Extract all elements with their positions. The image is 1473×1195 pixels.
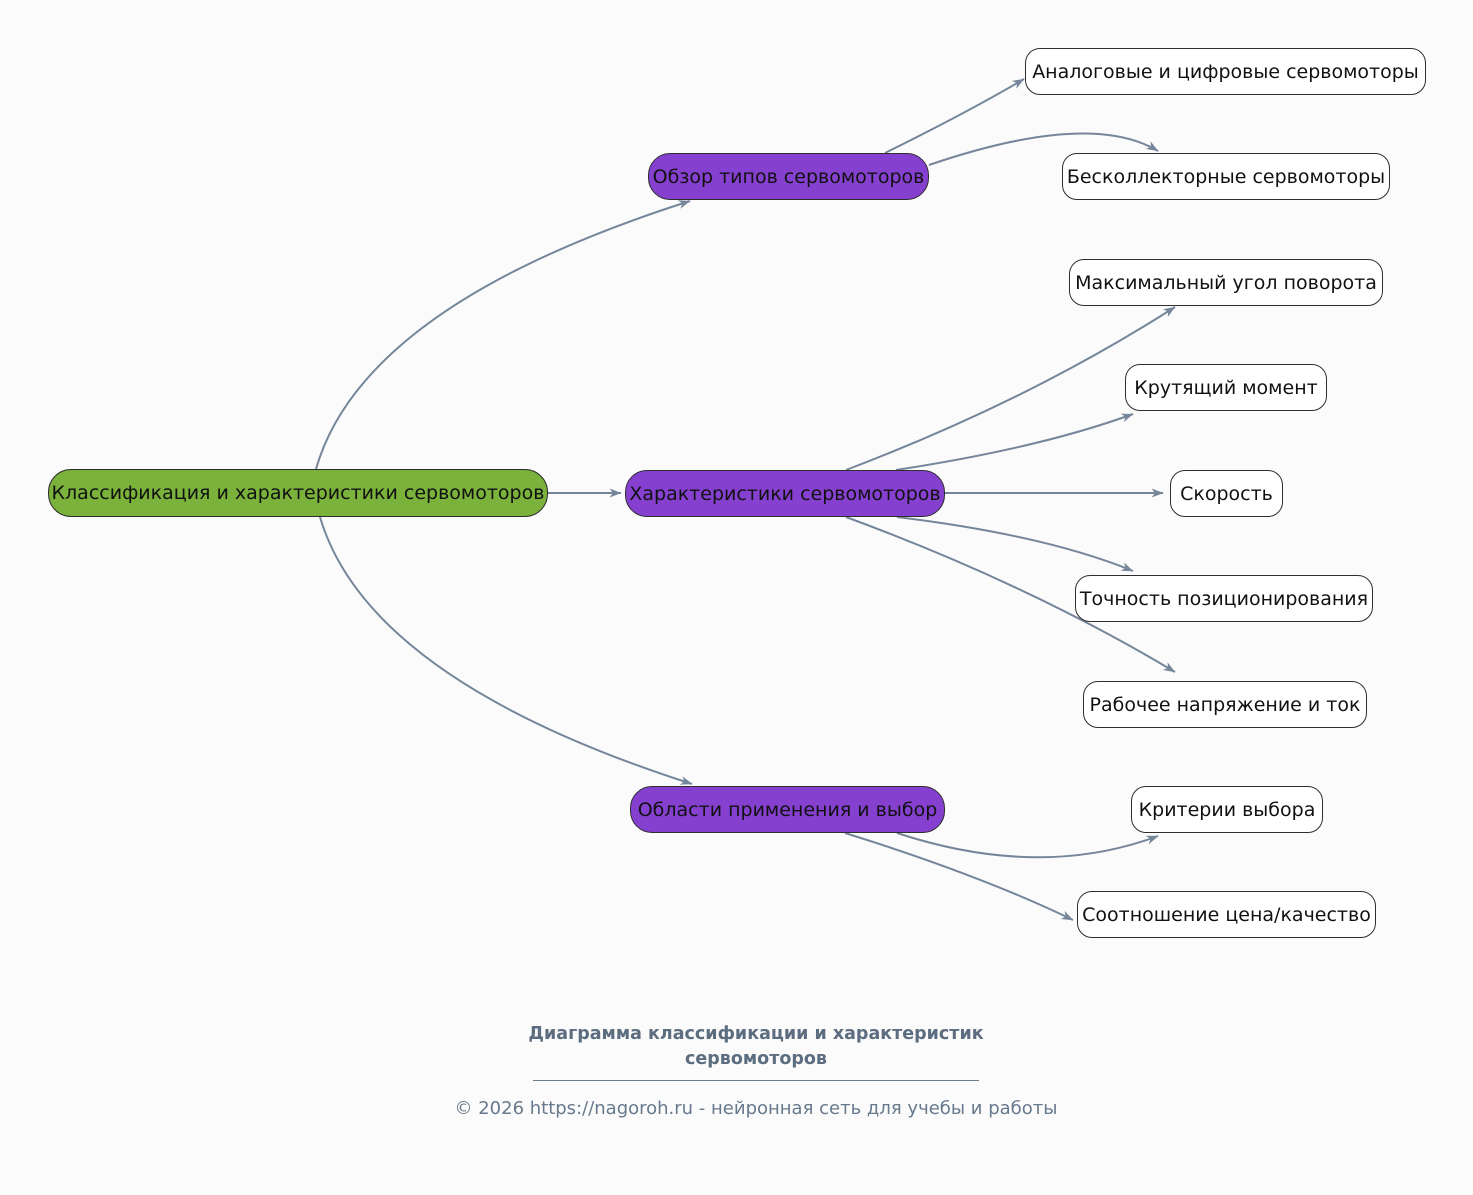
edge-apps-criteria	[897, 833, 1158, 857]
diagram-node-brushless: Бесколлекторные сервомоторы	[1062, 153, 1390, 200]
diagram-node-apps: Области применения и выбор	[630, 786, 945, 833]
footer-divider	[533, 1080, 979, 1081]
diagram-node-angle: Максимальный угол поворота	[1069, 259, 1383, 306]
edge-types-analog	[885, 79, 1024, 153]
diagram-node-torque: Крутящий момент	[1125, 364, 1327, 411]
copyright-text: © 2026 https://nagoroh.ru - нейронная сеть для учебы и работы	[454, 1098, 1058, 1119]
diagram-node-root: Классификация и характеристики сервомоторов	[48, 469, 548, 517]
diagram-node-chars: Характеристики сервомоторов	[625, 470, 945, 517]
edge-chars-precision	[897, 517, 1133, 571]
edge-root-apps	[320, 517, 692, 784]
edge-apps-price	[845, 833, 1073, 920]
diagram-node-analog: Аналоговые и цифровые сервомоторы	[1025, 48, 1426, 95]
diagram-node-price: Соотношение цена/качество	[1077, 891, 1376, 938]
diagram-caption: Диаграмма классификации и характеристик сервомоторов	[528, 1024, 984, 1070]
diagram-node-precision: Точность позиционирования	[1075, 575, 1373, 622]
diagram-node-types: Обзор типов сервомоторов	[648, 153, 929, 200]
diagram-node-criteria: Критерии выбора	[1131, 786, 1323, 833]
edge-root-types	[316, 201, 690, 469]
edge-chars-torque	[896, 414, 1133, 470]
diagram-node-voltage: Рабочее напряжение и ток	[1083, 681, 1367, 728]
diagram-node-speed: Скорость	[1170, 470, 1283, 517]
